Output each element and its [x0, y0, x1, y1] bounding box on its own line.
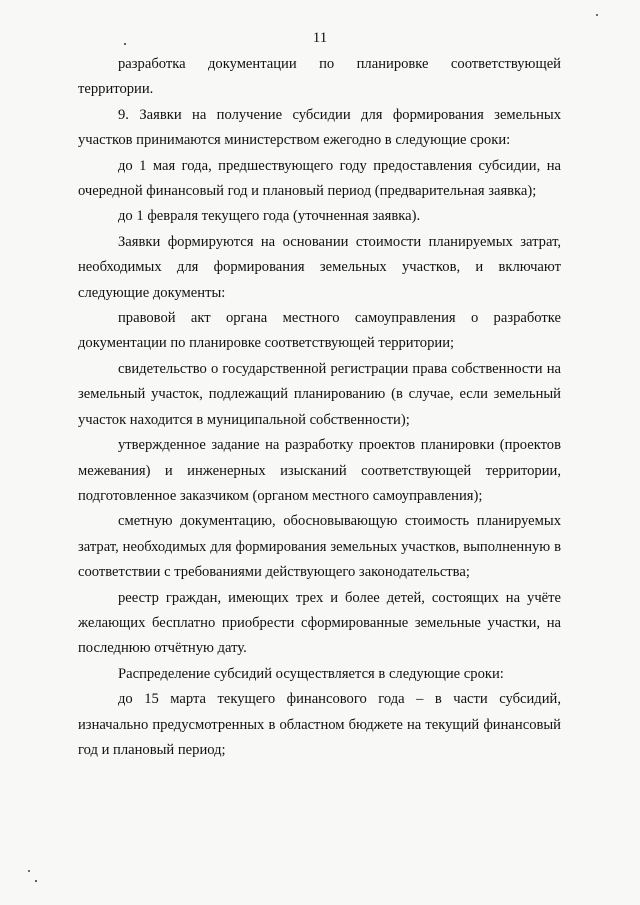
- paragraph: разработка документации по планировке соответствующей территории.: [78, 56, 561, 98]
- paragraph: до 1 мая года, предшествующего году предоставления субсидии, на очередной финансовый год и плановый период (предварительная заявка);: [78, 157, 561, 200]
- paragraph: до 15 марта текущего финансового года – в части субсидий, изначально предусмотренных в областном бюджете на текущий финансовый год и плановый период;: [78, 691, 561, 758]
- paragraph: правовой акт органа местного самоуправления о разработке документации по планировке соответствующей территории;: [78, 310, 561, 352]
- paragraph: Заявки формируются на основании стоимости планируемых затрат, необходимых для формирования земельных участков, и включают следующие документы:: [78, 233, 561, 301]
- scan-speck: [35, 880, 37, 882]
- paragraph: до 1 февраля текущего года (уточненная заявка).: [118, 208, 421, 225]
- paragraph: 9. Заявки на получение субсидии для формирования земельных участков принимаются министерством ежегодно в следующие сроки:: [78, 106, 561, 149]
- scan-speck: [124, 43, 126, 45]
- paragraph: свидетельство о государственной регистрации права собственности на земельный участок, подлежащий планированию (в случае, если земельный участок находится в муниципальной собственности);: [78, 360, 561, 428]
- document-body: [78, 52, 561, 763]
- scan-speck: [596, 14, 598, 16]
- page-number: 11: [312, 30, 328, 46]
- paragraph: реестр граждан, имеющих трех и более детей, состоящих на учёте желающих бесплатно приобрести сформированные земельные участки, на последнюю отчётную дату.: [78, 589, 561, 657]
- scan-speck: [28, 870, 30, 872]
- paragraph: сметную документацию, обосновывающую стоимость планируемых затрат, необходимых для формирования земельных участков, выполненную в соответствии с требованиями действующего законодательства;: [78, 513, 561, 581]
- paragraph: Распределение субсидий осуществляется в следующие сроки:: [118, 665, 504, 682]
- paragraph: утвержденное задание на разработку проектов планировки (проектов межевания) и инженерных изысканий соответствующей территории, подготовленное заказчиком (органом местного самоуправления);: [78, 437, 561, 504]
